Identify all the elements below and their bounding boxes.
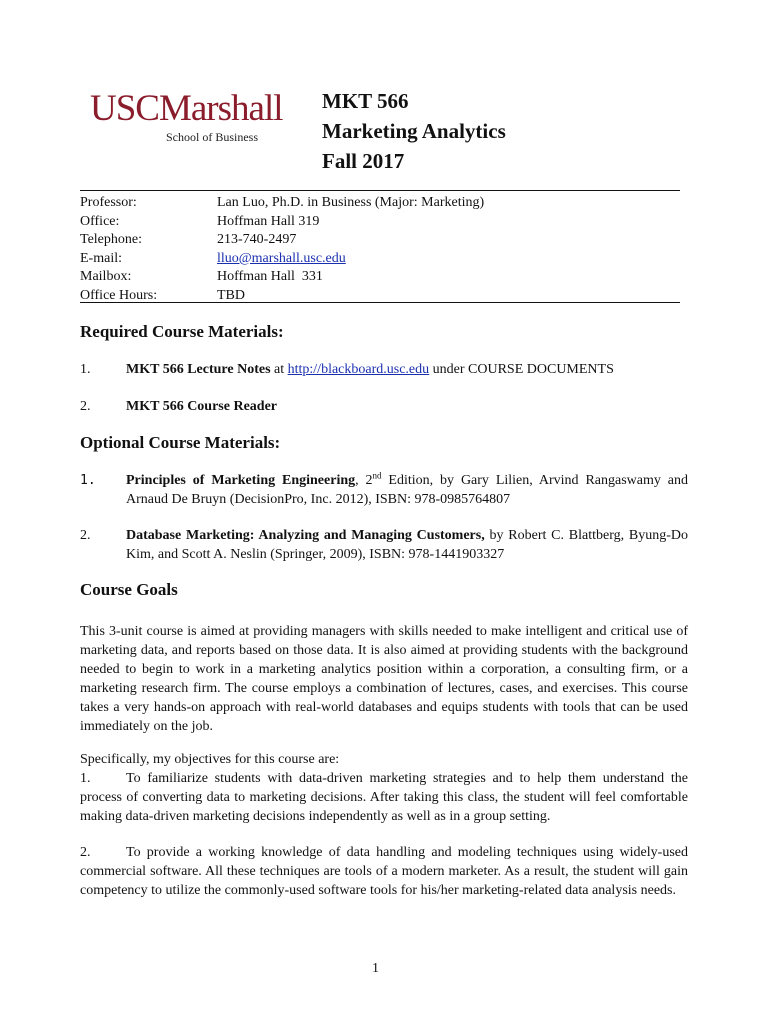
objective-number: 2. [80,845,91,860]
info-label: Office: [80,213,120,229]
course-goals-heading: Course Goals [80,580,178,599]
item-number: 2. [80,528,91,543]
info-label: Office Hours: [80,287,158,303]
course-goals-intro: This 3-unit course is aimed at providing managers with skills needed to make intelligent and critical use of marketing data, and reports based on those data. It is also aimed at providing students with the background needed to begin to work in a marketing analytics position within a corporation, a consulting firm, or a marketing research firm. The course employs a combination of lectures, cases, and exercises. This course takes a very hands-on approach with real-world databases and equips students with tools that can be used immediately on the job. [80,624,688,734]
item-title: MKT 566 Lecture Notes [126,362,271,377]
item-number: 1. [80,473,96,488]
instructor-info [80,194,484,306]
info-label: Telephone: [80,232,142,248]
info-value: 213-740-2497 [217,232,297,248]
info-value: TBD [217,287,245,303]
item-title: MKT 566 Course Reader [126,399,277,414]
item-title: Principles of Marketing Engineering [126,473,356,488]
info-value: Lan Luo, Ph.D. in Business (Major: Marketing) [217,195,485,210]
course-title-block [322,86,506,176]
logo-usc-text: USC [90,88,159,129]
item-text-rest: by Robert C. Blattberg, Byung-Do Kim, and Scott A. Neslin (Springer, 2009), ISBN: 978-1441903327 [126,528,688,562]
item-title: Database Marketing: Analyzing and Managing Customers, [126,528,485,543]
item-number: 2. [80,399,91,414]
item-number: 1. [80,362,91,377]
logo-marshall-text: Marshall [158,88,283,129]
item-text-rest: under COURSE DOCUMENTS [429,362,614,377]
info-label: Professor: [80,195,137,210]
info-row-professor [80,194,484,213]
course-term: Fall 2017 [322,149,405,173]
blackboard-link[interactable]: http://blackboard.usc.edu [287,362,430,377]
required-item-2 [80,397,688,416]
top-divider [80,190,680,191]
required-item-1 [80,360,688,379]
info-row-mailbox [80,268,484,287]
info-label: Mailbox: [80,269,132,285]
usc-marshall-logo [90,88,300,152]
optional-item-1 [80,471,688,509]
info-label: E-mail: [80,250,122,266]
optional-materials-heading: Optional Course Materials: [80,433,281,452]
bottom-divider [80,302,680,303]
course-name: Marketing Analytics [322,119,506,143]
objective-1 [80,769,688,826]
item-text-pre: , 2 [355,473,373,488]
item-text-rest: Edition, by Gary Lilien, Arvind Rangaswamy and Arnaud De Bruyn (DecisionPro, Inc. 2012), ISBN: 978-0985764807 [126,473,688,507]
required-materials-heading: Required Course Materials: [80,322,284,341]
objective-text: To familiarize students with data-driven marketing strategies and to help them understand the process of converting data to marketing decisions. After taking this class, the student will feel comfortable making data-driven marketing decisions independently as well as in a group setting. [80,771,688,824]
info-row-email [80,250,484,269]
objective-number: 1. [80,771,91,786]
page-number: 1 [372,961,379,976]
info-row-office [80,213,484,232]
objective-2 [80,843,688,900]
info-row-telephone [80,231,484,250]
objectives-lead: Specifically, my objectives for this course are: [80,752,340,767]
info-value: Hoffman Hall 331 [217,269,323,285]
optional-item-2 [80,526,688,564]
item-text-mid: at [270,362,288,377]
item-superscript: nd [372,470,382,481]
info-value: Hoffman Hall 319 [217,213,320,229]
email-link[interactable]: lluo@marshall.usc.edu [217,250,346,266]
logo-subtitle: School of Business [166,130,259,144]
objective-text: To provide a working knowledge of data handling and modeling techniques using widely-used commercial software. All these techniques are tools of a modern marketer. As a result, the student will gain competency to utilize the commonly-used software tools for his/her marketing-related data analysis needs. [80,845,688,898]
course-code: MKT 566 [322,89,409,113]
